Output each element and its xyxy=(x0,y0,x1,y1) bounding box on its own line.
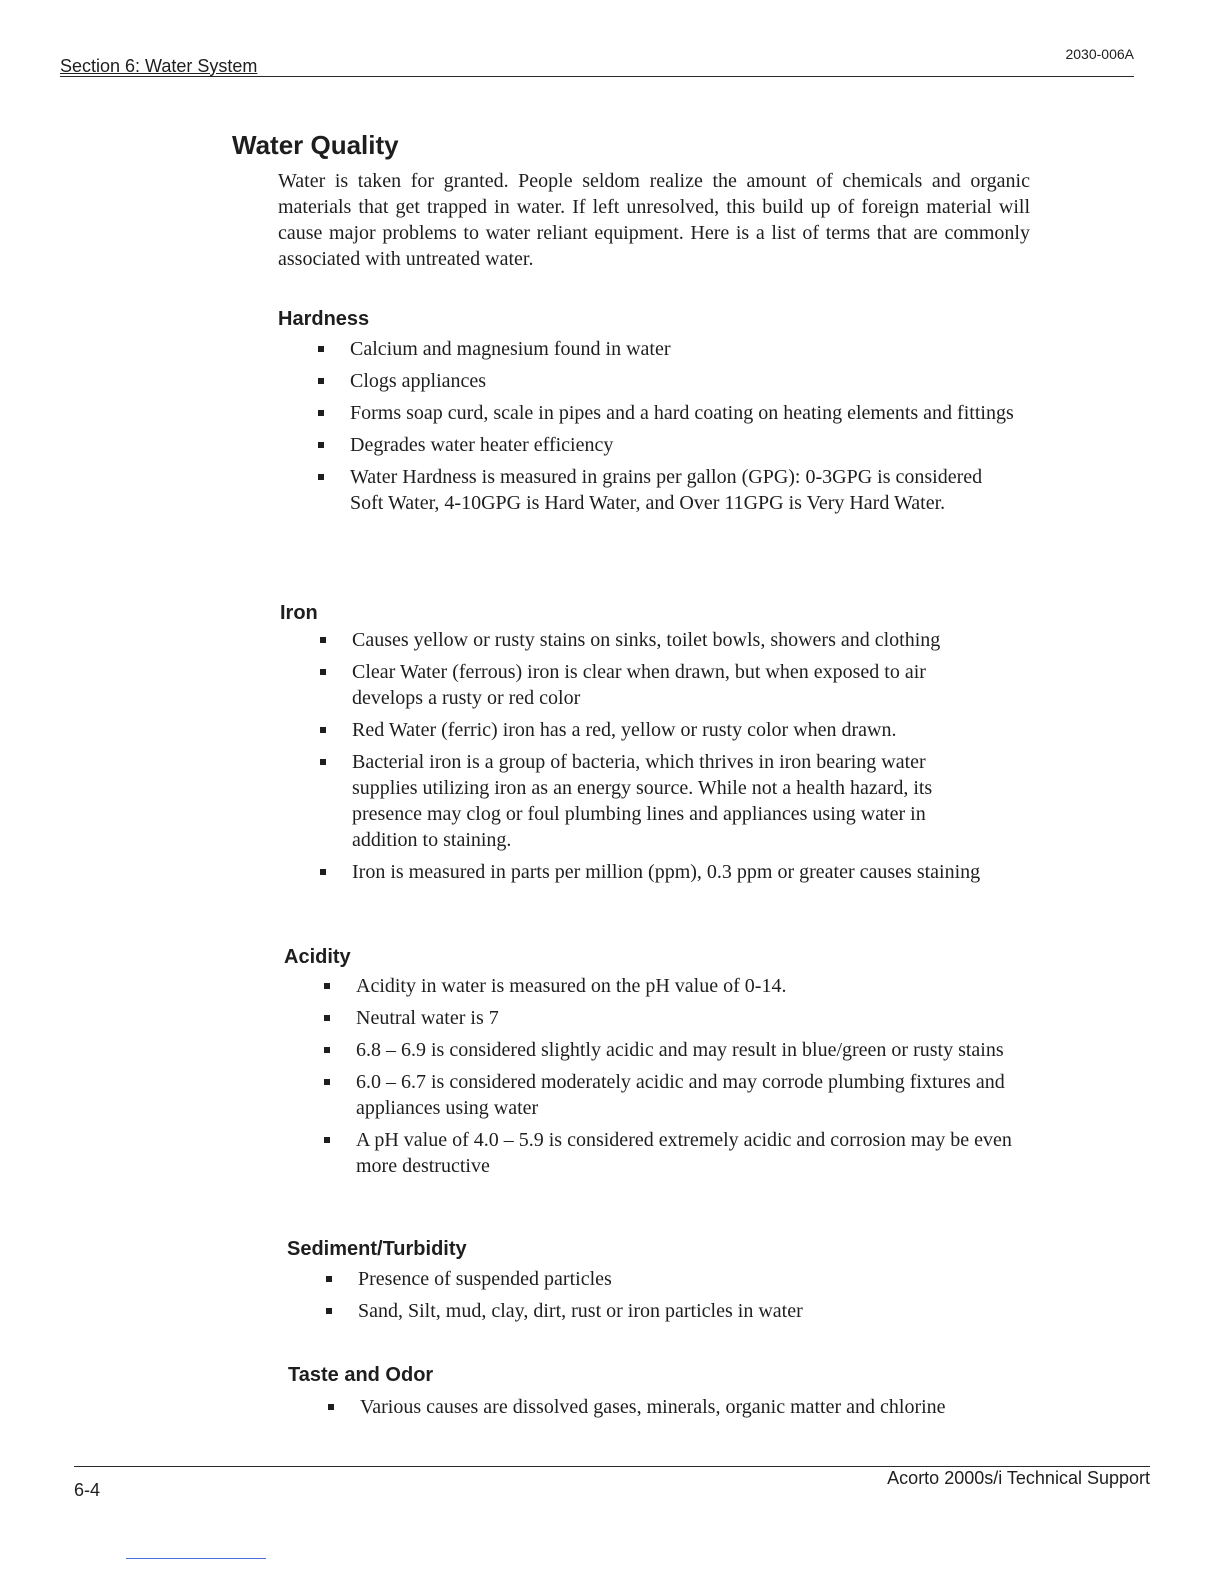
bullet-icon xyxy=(324,1015,330,1021)
section-heading-iron: Iron xyxy=(280,602,318,624)
list-item: Calcium and magnesium found in water xyxy=(314,336,1014,362)
list-item: Water Hardness is measured in grains per gallon (GPG): 0-3GPG is considered Soft Water, 4-10GPG is Hard Water, and Over 11GPG is Very Hard Water. xyxy=(314,464,1014,516)
footer-page-number: 6-4 xyxy=(74,1480,101,1500)
header-doc-number: 2030-006A xyxy=(1065,46,1134,62)
list-item: Causes yellow or rusty stains on sinks, toilet bowls, showers and clothing xyxy=(316,627,996,653)
list-item: Presence of suspended particles xyxy=(322,1266,1022,1292)
section-heading-sediment-turbidity: Sediment/Turbidity xyxy=(287,1238,467,1260)
bullet-icon xyxy=(328,1404,334,1410)
bullet-icon xyxy=(318,410,324,416)
footer-product-name: Acorto 2000s/i Technical Support xyxy=(887,1468,1150,1488)
hardness-list xyxy=(314,336,1014,522)
section-heading-acidity: Acidity xyxy=(284,946,351,968)
list-item: Bacterial iron is a group of bacteria, which thrives in iron bearing water supplies utilizing iron as an energy source. While not a health hazard, its presence may clog or foul plumbing lines and appliances using water in addition to staining. xyxy=(316,749,996,853)
page-title: Water Quality xyxy=(232,130,399,160)
bullet-icon xyxy=(320,637,326,643)
intro-paragraph: Water is taken for granted. People seldom realize the amount of chemicals and organic materials that get trapped in water. If left unresolved, this build up of foreign material will cause major problems to water reliant equipment. Here is a list of terms that are commonly associated with untreated water. xyxy=(278,170,1030,270)
bullet-icon xyxy=(320,869,326,875)
bullet-icon xyxy=(320,759,326,765)
header-rule xyxy=(60,76,1134,77)
list-item: Degrades water heater efficiency xyxy=(314,432,1014,458)
scan-artifact-line xyxy=(126,1558,266,1559)
list-item: A pH value of 4.0 – 5.9 is considered extremely acidic and corrosion may be even more destructive xyxy=(320,1127,1030,1179)
list-item: Various causes are dissolved gases, minerals, organic matter and chlorine xyxy=(324,1394,1024,1420)
bullet-icon xyxy=(324,983,330,989)
footer-rule xyxy=(74,1466,1150,1467)
iron-list xyxy=(316,627,996,891)
list-item: Acidity in water is measured on the pH value of 0-14. xyxy=(320,973,1030,999)
taste-odor-list xyxy=(324,1394,1024,1426)
list-item: Iron is measured in parts per million (ppm), 0.3 ppm or greater causes staining xyxy=(316,859,996,885)
bullet-icon xyxy=(318,378,324,384)
bullet-icon xyxy=(318,346,324,352)
list-item: Clogs appliances xyxy=(314,368,1014,394)
bullet-icon xyxy=(324,1047,330,1053)
bullet-icon xyxy=(324,1137,330,1143)
section-heading-taste-odor: Taste and Odor xyxy=(288,1364,434,1386)
list-item: 6.0 – 6.7 is considered moderately acidic and may corrode plumbing fixtures and appliances using water xyxy=(320,1069,1030,1121)
bullet-icon xyxy=(326,1308,332,1314)
sediment-list xyxy=(322,1266,1022,1330)
section-heading-hardness: Hardness xyxy=(278,308,370,330)
list-item: Sand, Silt, mud, clay, dirt, rust or iron particles in water xyxy=(322,1298,1022,1324)
bullet-icon xyxy=(318,474,324,480)
list-item: Neutral water is 7 xyxy=(320,1005,1030,1031)
bullet-icon xyxy=(326,1276,332,1282)
list-item: Red Water (ferric) iron has a red, yellow or rusty color when drawn. xyxy=(316,717,996,743)
acidity-list xyxy=(320,973,1030,1185)
list-item: Forms soap curd, scale in pipes and a hard coating on heating elements and fittings xyxy=(314,400,1014,426)
list-item: Clear Water (ferrous) iron is clear when drawn, but when exposed to air develops a rusty or red color xyxy=(316,659,996,711)
bullet-icon xyxy=(320,669,326,675)
list-item: 6.8 – 6.9 is considered slightly acidic and may result in blue/green or rusty stains xyxy=(320,1037,1030,1063)
header-section-title: Section 6: Water System xyxy=(60,56,258,76)
bullet-icon xyxy=(320,727,326,733)
bullet-icon xyxy=(324,1079,330,1085)
bullet-icon xyxy=(318,442,324,448)
